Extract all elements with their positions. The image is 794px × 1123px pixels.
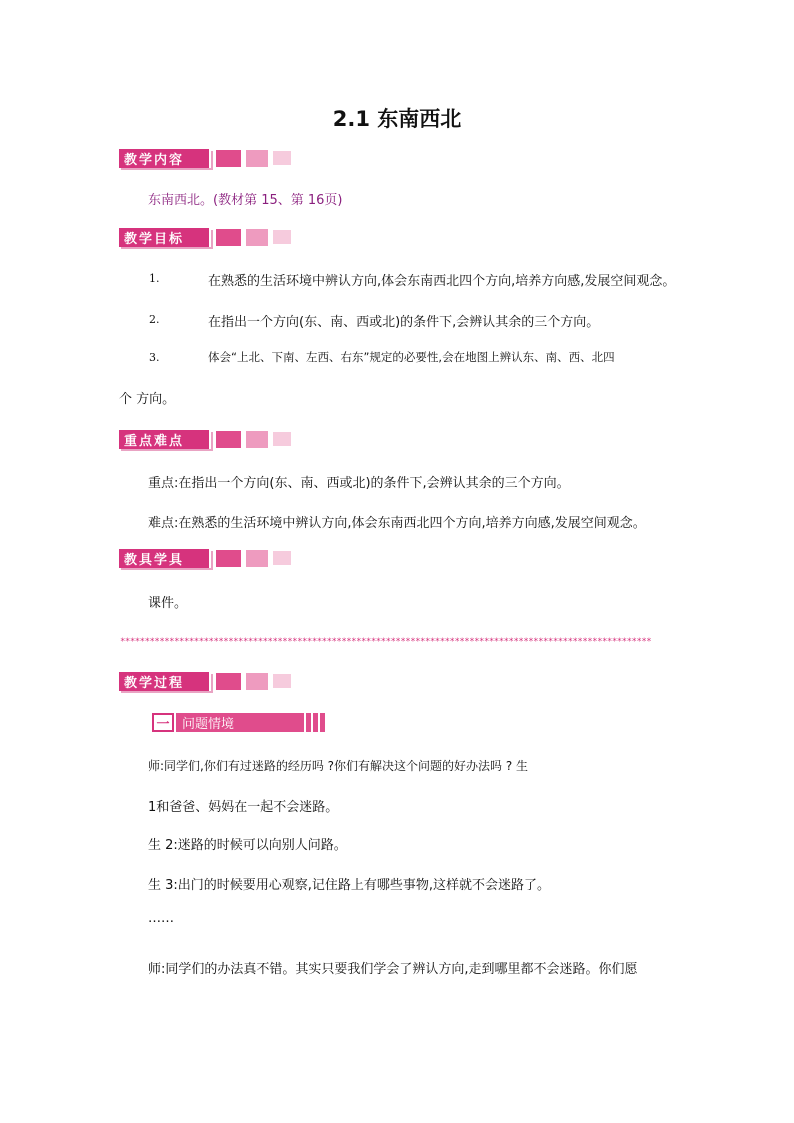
- section-label: 教学目标: [119, 228, 211, 247]
- goal-text: 体会“上北、下南、左西、右东”规定的必要性,会在地图上辨认东、南、西、北四: [208, 350, 615, 364]
- section-label: 重点难点: [119, 430, 211, 449]
- subsection-label: 问题情境: [176, 713, 304, 732]
- subsection-header: [152, 712, 325, 733]
- tools-text: 课件。: [148, 596, 188, 611]
- section-header-process: [119, 671, 291, 691]
- dialogue-line: 1和爸爸、妈妈在一起不会迷路。: [148, 800, 339, 815]
- decor-square: [216, 550, 241, 567]
- decor-square: [273, 674, 291, 688]
- key-point-text: 重点:在指出一个方向(东、南、西或北)的条件下,会辨认其余的三个方向。: [148, 476, 570, 491]
- section-header-content: [119, 148, 291, 168]
- decor-square: [273, 551, 291, 565]
- goal-number: 2.: [149, 313, 160, 326]
- star-divider: ************************************************************************************************************: [120, 637, 652, 647]
- decor-square: [246, 673, 268, 690]
- subsection-number: 一: [152, 713, 174, 732]
- dialogue-line: 生 3:出门的时候要用心观察,记住路上有哪些事物,这样就不会迷路了。: [148, 878, 551, 893]
- decor-square: [216, 150, 241, 167]
- decor-bar: [313, 713, 318, 732]
- decor-square: [216, 431, 241, 448]
- decor-square: [246, 550, 268, 567]
- section-label: 教学过程: [119, 672, 211, 691]
- dialogue-line: 师:同学们的办法真不错。其实只要我们学会了辨认方向,走到哪里都不会迷路。你们愿: [148, 962, 638, 977]
- decor-square: [216, 229, 241, 246]
- decor-square: [273, 432, 291, 446]
- goal-text: 在熟悉的生活环境中辨认方向,体会东南西北四个方向,培养方向感,发展空间观念。: [208, 274, 676, 289]
- decor-square: [246, 229, 268, 246]
- section-header-key-points: [119, 429, 291, 449]
- goal-text-continued: 个 方向。: [119, 392, 176, 407]
- decor-square: [216, 673, 241, 690]
- dialogue-line: 师:同学们,你们有过迷路的经历吗 ?你们有解决这个问题的好办法吗 ? 生: [148, 759, 529, 773]
- section-label: 教具学具: [119, 549, 211, 568]
- goal-text: 在指出一个方向(东、南、西或北)的条件下,会辨认其余的三个方向。: [208, 315, 600, 330]
- decor-square: [273, 151, 291, 165]
- section-header-tools: [119, 548, 291, 568]
- decor-square: [246, 431, 268, 448]
- decor-bar: [306, 713, 311, 732]
- decor-square: [246, 150, 268, 167]
- section-header-goals: [119, 227, 291, 247]
- section-label: 教学内容: [119, 149, 211, 168]
- content-text: 东南西北。(教材第 15、第 16页): [148, 193, 343, 208]
- page-title: 2.1 东南西北: [332, 107, 462, 131]
- dialogue-line: 生 2:迷路的时候可以向别人问路。: [148, 838, 347, 853]
- dialogue-line: ……: [148, 911, 174, 926]
- goal-number: 3.: [149, 351, 160, 364]
- decor-square: [273, 230, 291, 244]
- goal-number: 1.: [149, 272, 160, 285]
- decor-bar: [320, 713, 325, 732]
- difficult-point-text: 难点:在熟悉的生活环境中辨认方向,体会东南西北四个方向,培养方向感,发展空间观念。: [148, 516, 646, 531]
